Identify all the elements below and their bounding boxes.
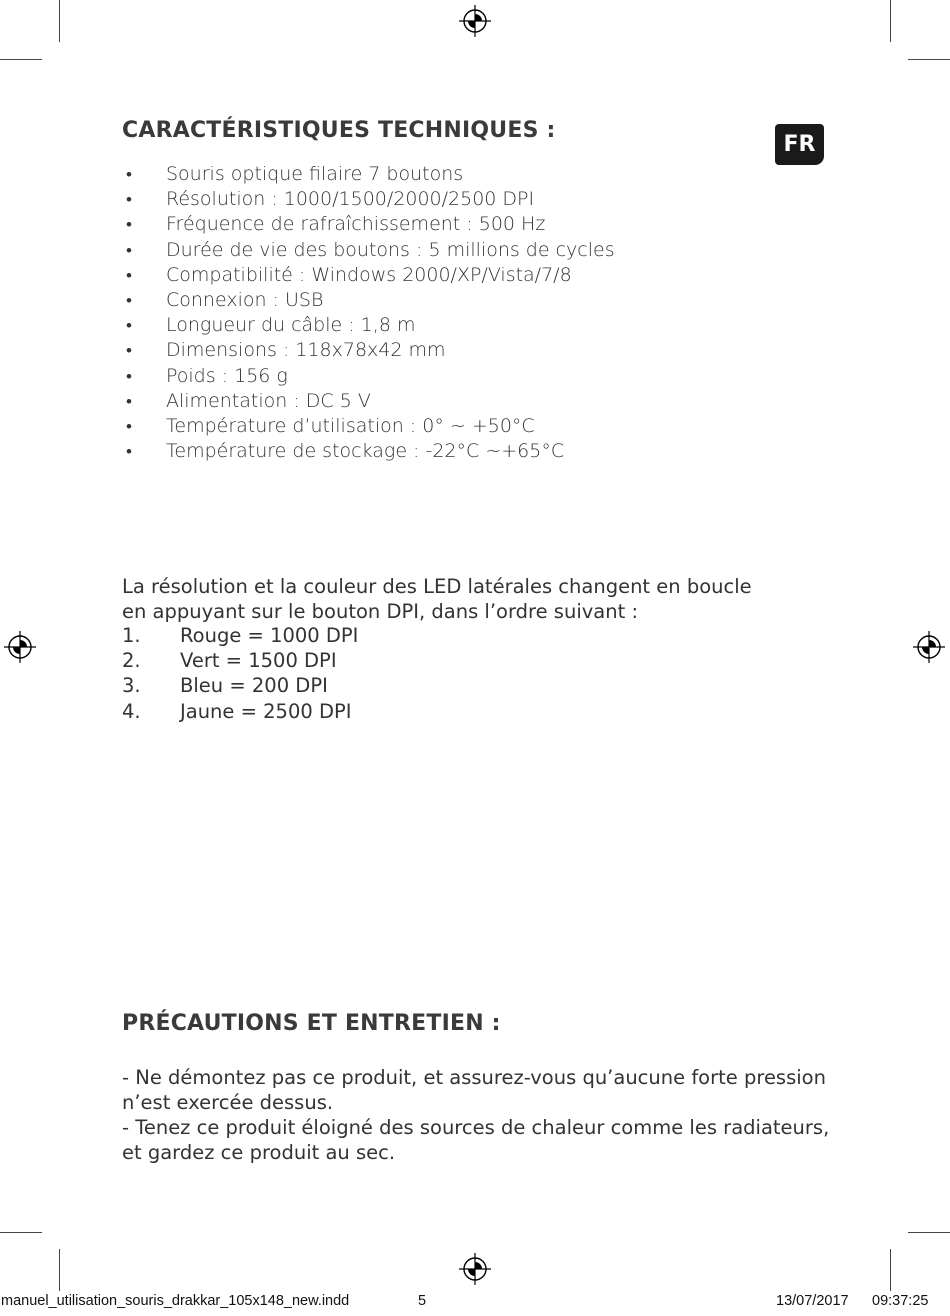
spec-text: Longueur du câble : 1,8 m bbox=[166, 314, 416, 337]
list-item bbox=[122, 238, 615, 263]
crop-mark bbox=[890, 0, 891, 42]
list-item bbox=[122, 364, 615, 389]
list-item bbox=[122, 313, 615, 338]
step-text: Jaune = 2500 DPI bbox=[180, 699, 352, 723]
precautions-line-4: et gardez ce produit au sec. bbox=[122, 1141, 396, 1164]
list-item bbox=[122, 648, 358, 673]
list-item bbox=[122, 162, 615, 187]
precautions-line-3: - Tenez ce produit éloigné des sources de chaleur comme les radiateurs, bbox=[122, 1116, 830, 1139]
list-item bbox=[122, 699, 358, 724]
precautions-heading: PRÉCAUTIONS ET ENTRETIEN : bbox=[122, 1011, 501, 1036]
list-item bbox=[122, 673, 358, 698]
spec-text: Dimensions : 118x78x42 mm bbox=[166, 339, 446, 362]
bullet-icon: • bbox=[126, 215, 132, 236]
dpi-intro-line-1: La résolution et la couleur des LED latérales changent en boucle bbox=[122, 575, 752, 598]
crop-mark bbox=[908, 1232, 950, 1233]
step-number: 3. bbox=[122, 674, 141, 698]
bullet-icon: • bbox=[126, 416, 132, 437]
dpi-steps-list bbox=[122, 623, 358, 724]
registration-mark-icon bbox=[4, 631, 36, 663]
crop-mark bbox=[0, 1232, 42, 1233]
list-item bbox=[122, 338, 615, 363]
list-item bbox=[122, 288, 615, 313]
spec-text: Alimentation : DC 5 V bbox=[166, 389, 371, 412]
registration-mark-icon bbox=[459, 5, 491, 37]
spec-text: Poids : 156 g bbox=[166, 364, 288, 387]
precautions-line-1: - Ne démontez pas ce produit, et assurez-vous qu’aucune forte pression bbox=[122, 1066, 826, 1089]
bullet-icon: • bbox=[126, 190, 132, 211]
list-item bbox=[122, 263, 615, 288]
crop-mark bbox=[59, 0, 60, 42]
crop-mark bbox=[908, 59, 950, 60]
crop-mark bbox=[0, 59, 42, 60]
spec-text: Résolution : 1000/1500/2000/2500 DPI bbox=[166, 188, 535, 211]
crop-mark bbox=[890, 1249, 891, 1291]
spec-text: Durée de vie des boutons : 5 millions de cycles bbox=[166, 238, 615, 261]
bullet-icon: • bbox=[126, 442, 132, 463]
slug-page-number: 5 bbox=[418, 1293, 427, 1309]
spec-text: Température de stockage : -22°C ~+65°C bbox=[166, 440, 565, 463]
step-text: Rouge = 1000 DPI bbox=[180, 624, 359, 647]
language-badge: FR bbox=[775, 124, 824, 165]
spec-text: Fréquence de rafraîchissement : 500 Hz bbox=[166, 213, 546, 236]
list-item bbox=[122, 623, 358, 648]
registration-mark-icon bbox=[913, 631, 945, 663]
list-item bbox=[122, 389, 615, 414]
specs-list bbox=[122, 162, 615, 464]
specs-heading: CARACTÉRISTIQUES TECHNIQUES : bbox=[122, 118, 556, 143]
registration-mark-icon bbox=[459, 1253, 491, 1285]
bullet-icon: • bbox=[126, 265, 132, 286]
spec-text: Souris optique filaire 7 boutons bbox=[166, 163, 464, 185]
bullet-icon: • bbox=[126, 366, 132, 387]
bullet-icon: • bbox=[126, 165, 132, 185]
list-item bbox=[122, 187, 615, 212]
crop-mark bbox=[59, 1249, 60, 1291]
bullet-icon: • bbox=[126, 240, 132, 261]
list-item bbox=[122, 439, 615, 464]
spec-text: Compatibilité : Windows 2000/XP/Vista/7/8 bbox=[166, 263, 572, 286]
step-number: 1. bbox=[122, 624, 141, 647]
step-text: Bleu = 200 DPI bbox=[180, 674, 328, 698]
bullet-icon: • bbox=[126, 290, 132, 311]
step-text: Vert = 1500 DPI bbox=[180, 649, 337, 673]
list-item bbox=[122, 212, 615, 237]
spec-text: Connexion : USB bbox=[166, 288, 324, 311]
step-number: 2. bbox=[122, 649, 141, 673]
dpi-intro-line-2: en appuyant sur le bouton DPI, dans l’ordre suivant : bbox=[122, 600, 639, 623]
slug-date: 13/07/2017 bbox=[776, 1293, 849, 1309]
slug-filename: manuel_utilisation_souris_drakkar_105x148_new.indd bbox=[1, 1293, 350, 1309]
bullet-icon: • bbox=[126, 341, 132, 362]
bullet-icon: • bbox=[126, 391, 132, 412]
spec-text: Température d’utilisation : 0° ~ +50°C bbox=[166, 414, 535, 437]
step-number: 4. bbox=[122, 699, 141, 723]
slug-time: 09:37:25 bbox=[872, 1293, 929, 1309]
list-item bbox=[122, 414, 615, 439]
precautions-line-2: n’est exercée dessus. bbox=[122, 1091, 334, 1114]
bullet-icon: • bbox=[126, 316, 132, 337]
